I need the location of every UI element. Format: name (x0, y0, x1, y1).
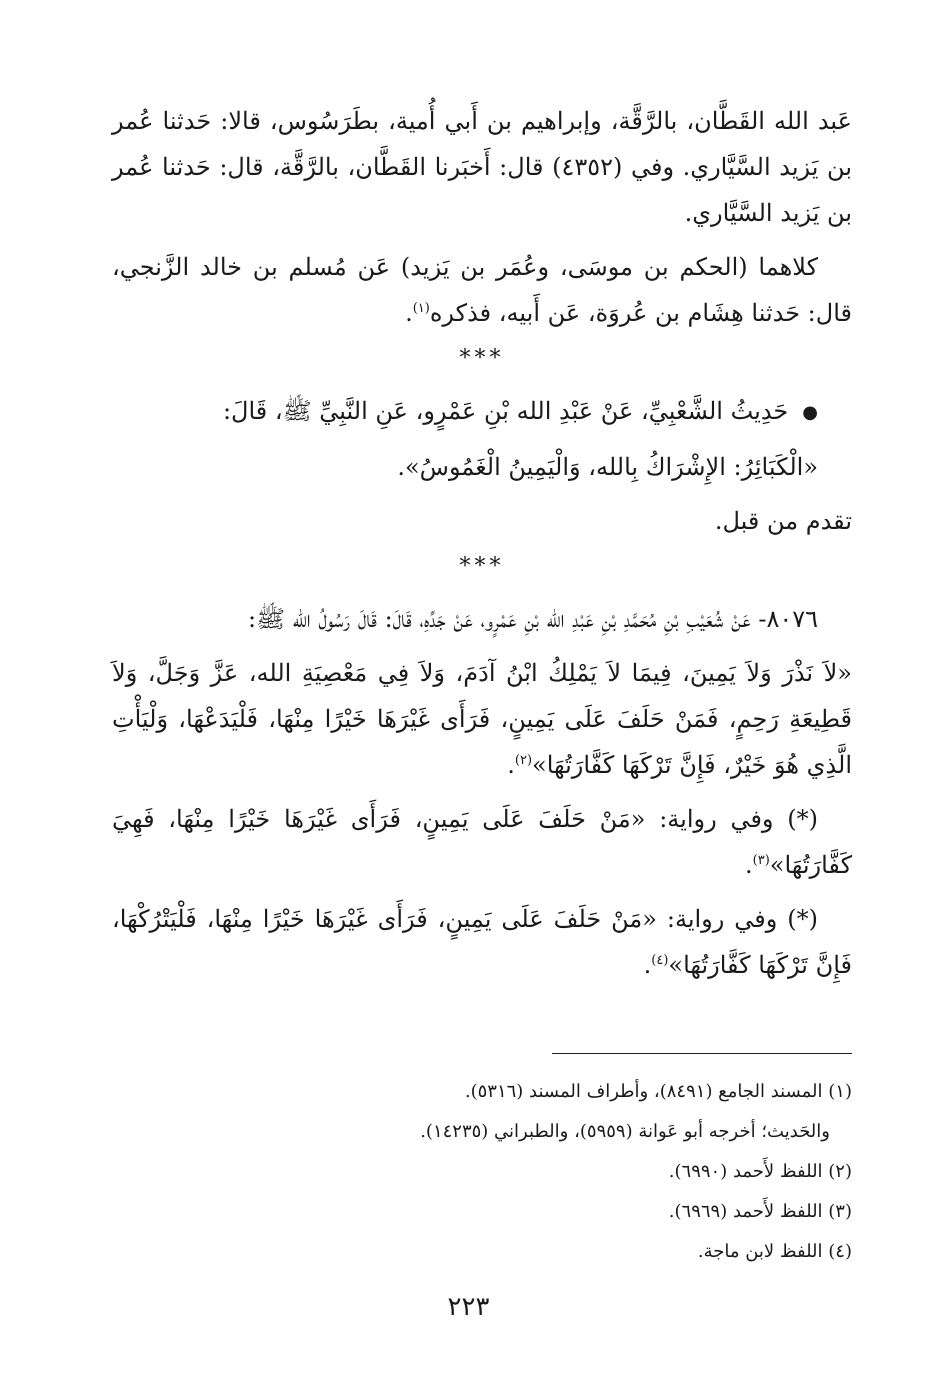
section-separator: *** (459, 553, 505, 579)
hadith-8076-body: «لاَ نَذْرَ وَلاَ يَمِينَ، فِيمَا لاَ يَمْلِكُ ابْنُ آدَمَ، وَلاَ فِي مَعْصِيَةِ الله، عَزَّ وَجَلَّ، وَلاَ قَطِيعَةِ رَحِمٍ، فَمَنْ حَلَفَ عَلَى يَمِينٍ، فَرَأَى غَيْرَهَا خَيْرًا مِنْهَا، فَلْيَدَعْهَا، وَلْيَأْتِ الَّذِي هُوَ خَيْرٌ، فَإِنَّ تَرْكَهَا كَفَّارَتُهَا» (112, 658, 852, 779)
bullet-icon: ● (802, 401, 818, 423)
paragraph-end-mark: . (643, 950, 652, 979)
hadith-intro-line (112, 388, 852, 436)
footnote-4: (٤) اللفظ لابن ماجة. (697, 1241, 852, 1262)
hadith-note: تقدم من قبل. (714, 506, 852, 535)
riwaya-1 (112, 796, 852, 888)
footnote-ref-4: (٤) (651, 952, 669, 968)
footnote-2: (٢) اللفظ لأَحمد (٦٩٩٠). (668, 1161, 852, 1182)
paragraph-chain-summary-text: كلاهما (الحكم بن موسَى، وعُمَر بن يَزيد) عَن مُسلم بن خالد الزَّنجي، قال: حَدثنا هِشَام بن عُروَة، عَن أَبيه، فذكره (112, 253, 852, 327)
hadith-8076-intro: ٨٠٧٦- عَنْ شُعَيْبِ بْنِ مُحَمَّدِ بْنِ عَبْدِ الله بْنِ عَمْرٍو، عَنْ جَدِّهِ، قَالَ: قَالَ رَسُولُ الله ﷺ: (248, 604, 818, 633)
footnotes (112, 1072, 852, 1272)
section-separator: *** (459, 346, 505, 371)
riwaya-1-text: (*) وفي رواية: «مَنْ حَلَفَ عَلَى يَمِينٍ، فَرَأَى غَيْرَهَا خَيْرًا مِنْهَا، فَهِيَ كَفَّارَتُهَا» (112, 804, 852, 879)
paragraph-chain-continuation: عَبد الله القَطَّان، بالرَّقَّة، وإبراهيم بن أَبي أُمية، بطَرَسُوس، قالا: حَدثنا عُمر بن يَزيد السَّيَّاري. وفي (٤٣٥٢) قال: أَخبَرنا القَطَّان، بالرَّقَّة، قال: حَدثنا عُمر بن يَزيد السَّيَّاري. (112, 107, 853, 227)
footnote-divider (552, 1053, 852, 1054)
footnote-ref-2: (٢) (514, 752, 533, 768)
footnote-ref-1: (١) (412, 301, 430, 316)
page-number: ٢٢٣ (447, 1292, 490, 1322)
footnote-ref-3: (٣) (752, 852, 770, 868)
riwaya-2 (112, 896, 852, 988)
riwaya-2-text: (*) وفي رواية: «مَنْ حَلَفَ عَلَى يَمِينٍ، فَرَأَى غَيْرَهَا خَيْرًا مِنْهَا، فَلْيَتْرُكْهَا، فَإِنَّ تَرْكَهَا كَفَّارَتُهَا» (112, 904, 852, 979)
paragraph-end-mark: . (507, 750, 515, 779)
hadith-8076-text (112, 650, 852, 788)
hadith-intro: حَدِيثُ الشَّعْبِيِّ، عَنْ عَبْدِ الله بْنِ عَمْرٍو، عَنِ النَّبِيِّ ﷺ، قَالَ: (222, 397, 789, 425)
hadith-text: «الْكَبَائِرُ: الإِشْرَاكُ بِالله، وَالْيَمِينُ الْغَمُوسُ». (397, 452, 818, 481)
footnote-1-continued: والحَديث؛ أخرجه أبو عَوانة (٥٩٥٩)، والطبراني (١٤٢٣٥). (420, 1121, 830, 1142)
paragraph-end-mark: . (405, 299, 413, 327)
main-text (112, 98, 852, 996)
footnote-1: (١) المسند الجامع (٨٤٩١)، وأطراف المسند (٥٣١٦). (464, 1081, 852, 1102)
paragraph-end-mark: . (745, 850, 753, 879)
paragraph-chain-summary (112, 244, 852, 336)
footnote-3: (٣) اللفظ لأَحمد (٦٩٦٩). (668, 1201, 852, 1222)
